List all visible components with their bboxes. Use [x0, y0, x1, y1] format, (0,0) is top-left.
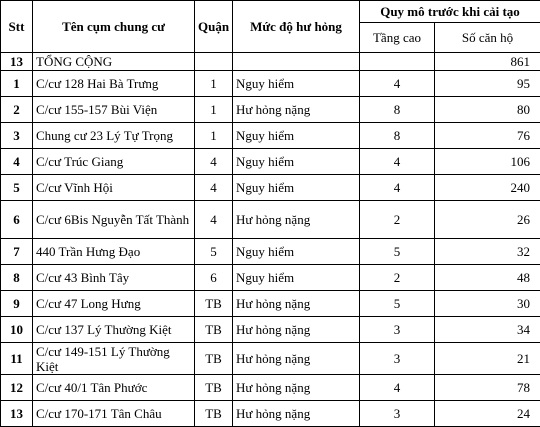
row-damage: Hư hỏng nặng: [233, 375, 360, 401]
row-stt: 10: [1, 317, 33, 343]
table-row: [1, 317, 540, 343]
row-units: 240: [435, 175, 540, 201]
row-floors: 4: [360, 71, 435, 97]
table-row: [1, 123, 540, 149]
row-floors: 5: [360, 239, 435, 265]
row-district: TB: [195, 401, 233, 427]
row-name: 440 Trần Hưng Đạo: [33, 239, 195, 265]
row-stt: 9: [1, 291, 33, 317]
row-stt: 6: [1, 201, 33, 239]
total-label: TỔNG CỘNG: [33, 53, 195, 71]
row-stt: 4: [1, 149, 33, 175]
row-stt: 3: [1, 123, 33, 149]
table-row: [1, 175, 540, 201]
row-district: TB: [195, 375, 233, 401]
row-district: 4: [195, 175, 233, 201]
row-units: 106: [435, 149, 540, 175]
row-damage: Hư hỏng nặng: [233, 317, 360, 343]
row-district: TB: [195, 291, 233, 317]
row-units: 76: [435, 123, 540, 149]
table-row: [1, 291, 540, 317]
row-name: C/cư 137 Lý Thường Kiệt: [33, 317, 195, 343]
row-damage: Hư hỏng nặng: [233, 291, 360, 317]
row-damage: Nguy hiểm: [233, 265, 360, 291]
row-floors: 4: [360, 149, 435, 175]
row-floors: 8: [360, 97, 435, 123]
row-damage: Nguy hiểm: [233, 149, 360, 175]
row-damage: Nguy hiểm: [233, 123, 360, 149]
row-name: C/cư 40/1 Tân Phước: [33, 375, 195, 401]
row-district: 6: [195, 265, 233, 291]
row-district: 5: [195, 239, 233, 265]
total-district: [195, 53, 233, 71]
row-units: 78: [435, 375, 540, 401]
row-floors: 3: [360, 317, 435, 343]
row-stt: 13: [1, 401, 33, 427]
row-name: C/cư 47 Long Hưng: [33, 291, 195, 317]
header-district: Quận: [195, 1, 233, 53]
row-stt: 11: [1, 343, 33, 375]
row-units: 26: [435, 201, 540, 239]
row-name: C/cư Vĩnh Hội: [33, 175, 195, 201]
row-district: 1: [195, 97, 233, 123]
row-units: 24: [435, 401, 540, 427]
header-damage: Mức độ hư hỏng: [233, 1, 360, 53]
row-damage: Hư hỏng nặng: [233, 343, 360, 375]
row-stt: 12: [1, 375, 33, 401]
row-units: 32: [435, 239, 540, 265]
row-damage: Nguy hiểm: [233, 239, 360, 265]
table-row: [1, 97, 540, 123]
header-floors: Tầng cao: [360, 23, 435, 53]
row-stt: 2: [1, 97, 33, 123]
row-units: 95: [435, 71, 540, 97]
row-damage: Nguy hiểm: [233, 175, 360, 201]
row-name: C/cư 43 Bình Tây: [33, 265, 195, 291]
row-units: 30: [435, 291, 540, 317]
row-name: C/cư 6Bis Nguyễn Tất Thành: [33, 201, 195, 239]
row-damage: Hư hỏng nặng: [233, 201, 360, 239]
row-floors: 4: [360, 375, 435, 401]
table-row: [1, 239, 540, 265]
table-row: [1, 201, 540, 239]
total-row: [1, 53, 540, 71]
total-damage: [233, 53, 360, 71]
row-floors: 3: [360, 401, 435, 427]
row-name: C/cư 170-171 Tân Châu: [33, 401, 195, 427]
table-row: [1, 149, 540, 175]
row-floors: 2: [360, 201, 435, 239]
row-name: Chung cư 23 Lý Tự Trọng: [33, 123, 195, 149]
row-district: TB: [195, 343, 233, 375]
header-row-1: [1, 1, 540, 23]
total-units: 861: [435, 53, 540, 71]
total-floors: [360, 53, 435, 71]
row-damage: Nguy hiểm: [233, 71, 360, 97]
row-district: 1: [195, 71, 233, 97]
row-floors: 2: [360, 265, 435, 291]
header-units: Số căn hộ: [435, 23, 540, 53]
header-scale: Quy mô trước khi cải tạo: [360, 1, 540, 23]
row-name: C/cư 155-157 Bùi Viện: [33, 97, 195, 123]
table-row: [1, 71, 540, 97]
total-stt: 13: [1, 53, 33, 71]
row-floors: 8: [360, 123, 435, 149]
table-row: [1, 265, 540, 291]
row-floors: 4: [360, 175, 435, 201]
row-units: 34: [435, 317, 540, 343]
row-damage: Hư hỏng nặng: [233, 97, 360, 123]
row-name: C/cư 149-151 Lý Thường Kiệt: [33, 343, 195, 375]
row-district: 4: [195, 149, 233, 175]
row-stt: 5: [1, 175, 33, 201]
row-district: TB: [195, 317, 233, 343]
row-stt: 1: [1, 71, 33, 97]
row-floors: 5: [360, 291, 435, 317]
header-stt: Stt: [1, 1, 33, 53]
table-row: [1, 343, 540, 375]
row-units: 48: [435, 265, 540, 291]
table-row: [1, 401, 540, 427]
row-name: C/cư Trúc Giang: [33, 149, 195, 175]
row-units: 21: [435, 343, 540, 375]
row-floors: 3: [360, 343, 435, 375]
row-stt: 8: [1, 265, 33, 291]
row-damage: Hư hỏng nặng: [233, 401, 360, 427]
row-units: 80: [435, 97, 540, 123]
row-name: C/cư 128 Hai Bà Trưng: [33, 71, 195, 97]
row-district: 4: [195, 201, 233, 239]
row-stt: 7: [1, 239, 33, 265]
header-name: Tên cụm chung cư: [33, 1, 195, 53]
table-row: [1, 375, 540, 401]
row-district: 1: [195, 123, 233, 149]
